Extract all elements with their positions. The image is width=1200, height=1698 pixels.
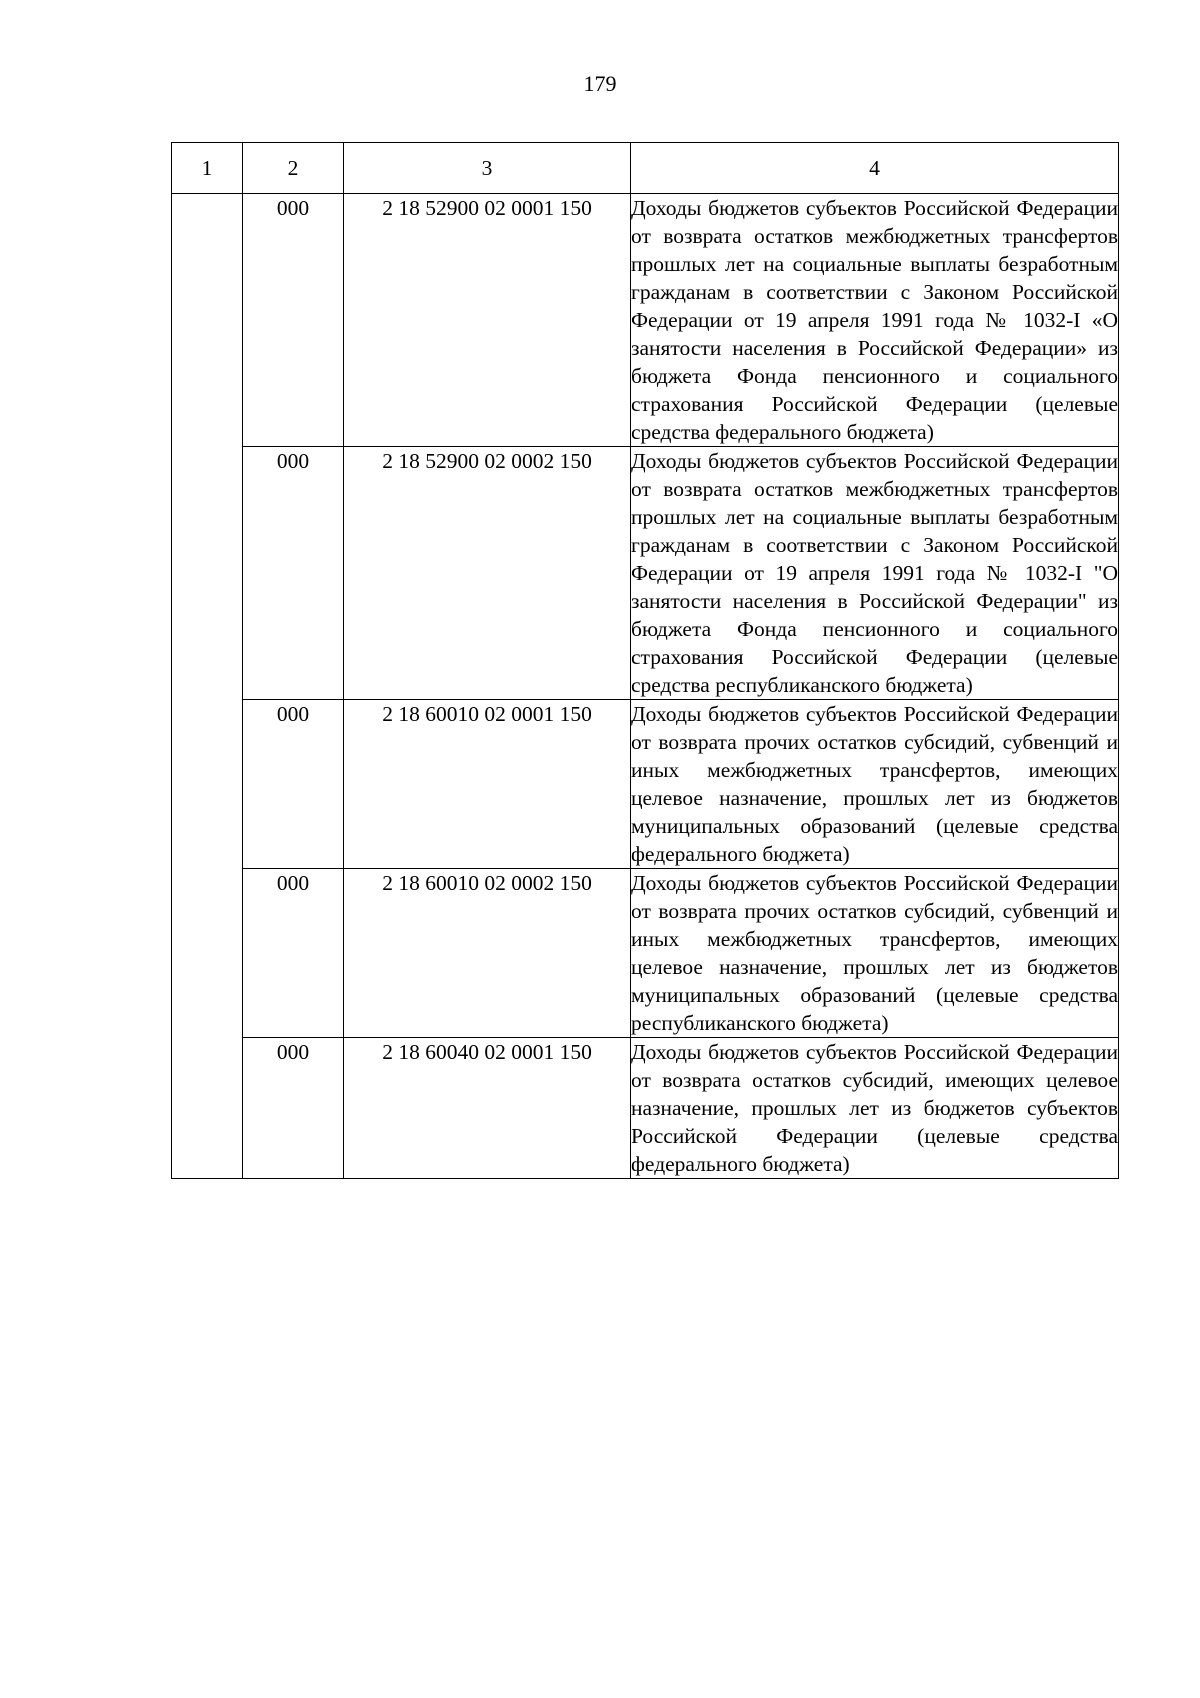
admin-code-cell: 000 (243, 1038, 344, 1179)
admin-code-cell: 000 (243, 447, 344, 700)
description-cell: Доходы бюджетов субъектов Российской Федерации от возврата прочих остатков субсидий, субвенций и иных межбюджетных трансфертов, имеющих целевое назначение, прошлых лет из бюджетов муниципальных образований (целевые средства республиканского бюджета) (631, 869, 1119, 1038)
table-row (172, 700, 1119, 869)
table-row (172, 194, 1119, 447)
column-header-1: 1 (172, 143, 243, 194)
admin-code-cell: 000 (243, 700, 344, 869)
description-cell: Доходы бюджетов субъектов Российской Федерации от возврата остатков межбюджетных трансфертов прошлых лет на социальные выплаты безработным гражданам в соответствии с Законом Российской Федерации от 19 апреля 1991 года № 1032-I "О занятости населения в Российской Федерации" из бюджета Фонда пенсионного и социального страхования Российской Федерации (целевые средства республиканского бюджета) (631, 447, 1119, 700)
table-row (172, 869, 1119, 1038)
budget-codes-table (171, 142, 1119, 1179)
page-number: 179 (583, 71, 617, 96)
column-header-2: 2 (243, 143, 344, 194)
kbk-code-cell: 2 18 60040 02 0001 150 (344, 1038, 631, 1179)
kbk-code-cell: 2 18 60010 02 0002 150 (344, 869, 631, 1038)
column-1-merged-cell (172, 194, 243, 1179)
admin-code-cell: 000 (243, 194, 344, 447)
admin-code-cell: 000 (243, 869, 344, 1038)
column-header-3: 3 (344, 143, 631, 194)
description-cell: Доходы бюджетов субъектов Российской Федерации от возврата остатков межбюджетных трансфертов прошлых лет на социальные выплаты безработным гражданам в соответствии с Законом Российской Федерации от 19 апреля 1991 года № 1032-I «О занятости населения в Российской Федерации» из бюджета Фонда пенсионного и социального страхования Российской Федерации (целевые средства федерального бюджета) (631, 194, 1119, 447)
description-cell: Доходы бюджетов субъектов Российской Федерации от возврата прочих остатков субсидий, субвенций и иных межбюджетных трансфертов, имеющих целевое назначение, прошлых лет из бюджетов муниципальных образований (целевые средства федерального бюджета) (631, 700, 1119, 869)
kbk-code-cell: 2 18 52900 02 0002 150 (344, 447, 631, 700)
kbk-code-cell: 2 18 60010 02 0001 150 (344, 700, 631, 869)
column-header-4: 4 (631, 143, 1119, 194)
table-row (172, 1038, 1119, 1179)
description-cell: Доходы бюджетов субъектов Российской Федерации от возврата остатков субсидий, имеющих целевое назначение, прошлых лет из бюджетов субъектов Российской Федерации (целевые средства федерального бюджета) (631, 1038, 1119, 1179)
kbk-code-cell: 2 18 52900 02 0001 150 (344, 194, 631, 447)
table-header-row (172, 143, 1119, 194)
table-row (172, 447, 1119, 700)
